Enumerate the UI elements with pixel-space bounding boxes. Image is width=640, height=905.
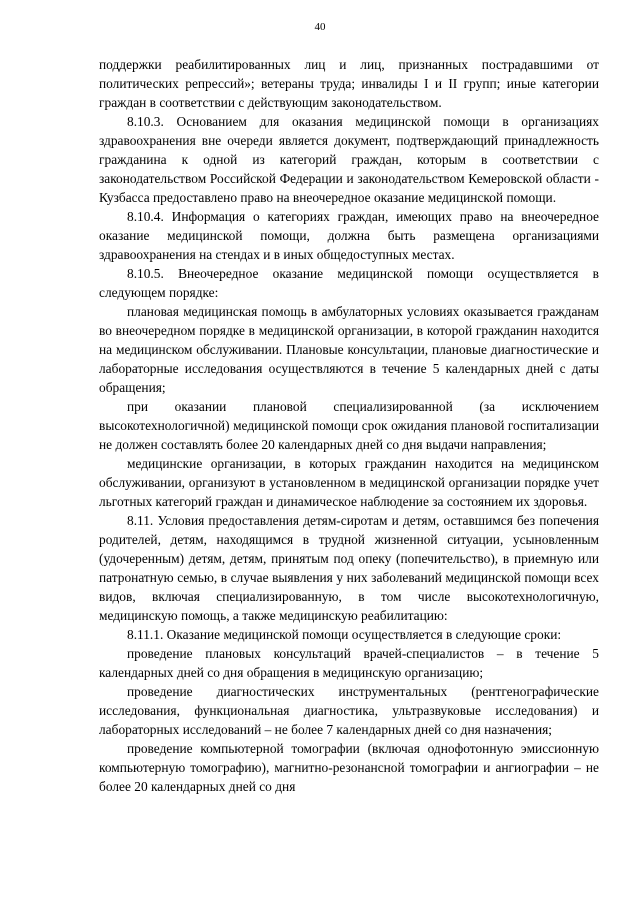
paragraph-preferential-registry: медицинские организации, в которых гражданин находится на медицинском обслуживании, организуют в установленном в медицинской организации порядке учет льготных категорий граждан и динамическое наблюдение за состоянием их здоровья. bbox=[99, 456, 599, 509]
page-number: 40 bbox=[314, 21, 326, 33]
paragraph-diagnostic-studies: проведение диагностических инструментальных (рентгенографические исследования, функциональная диагностика, ультразвуковые исследования) и лабораторных исследований – не более 7 календарных дней со дня назначения; bbox=[99, 684, 599, 737]
document-body bbox=[99, 55, 599, 796]
paragraph-planned-outpatient-care: плановая медицинская помощь в амбулаторных условиях оказывается гражданам во внеочередном порядке в медицинской организации, в которой гражданин находится на медицинском обслуживании. Плановые консультации, плановые диагностические и лабораторные исследования осуществляются в течение 5 календарных дней с даты обращения; bbox=[99, 304, 599, 395]
paragraph-8-10-3: 8.10.3. Основанием для оказания медицинской помощи в организациях здравоохранения вне очереди является документ, подтверждающий принадлежность гражданина к одной из категорий граждан, которым в соответствии с законодательством Российской Федерации и законодательством Кемеровской области - Кузбасса предоставлено право на внеочередное оказание медицинской помощи. bbox=[99, 114, 599, 205]
paragraph-8-11-1: 8.11.1. Оказание медицинской помощи осуществляется в следующие сроки: bbox=[127, 627, 562, 642]
paragraph-tomography: проведение компьютерной томографии (включая однофотонную эмиссионную компьютерную томографию), магнитно-резонансной томографии и ангиографии – не более 20 календарных дней со дня bbox=[99, 741, 599, 794]
paragraph-8-10-5: 8.10.5. Внеочередное оказание медицинской помощи осуществляется в следующем порядке: bbox=[99, 266, 599, 300]
paragraph-specialist-consultations: проведение плановых консультаций врачей-специалистов – в течение 5 календарных дней со дня обращения в медицинскую организацию; bbox=[99, 646, 599, 680]
paragraph-8-11: 8.11. Условия предоставления детям-сиротам и детям, оставшимся без попечения родителей, детям, находящимся в трудной жизненной ситуации, усыновленным (удочеренным) детям, детям, принятым под опеку (попечительство), в приемную или патронатную семью, в случае выявления у них заболеваний медицинской помощи всех видов, включая специализированную, в том числе высокотехнологичную, медицинскую помощь, а также медицинскую реабилитацию: bbox=[99, 513, 599, 623]
paragraph-8-10-4: 8.10.4. Информация о категориях граждан, имеющих право на внеочередное оказание медицинской помощи, должна быть размещена организациями здравоохранения на стендах и в иных общедоступных местах. bbox=[99, 209, 599, 262]
paragraph-continuation: поддержки реабилитированных лиц и лиц, признанных пострадавшими от политических репрессий»; ветераны труда; инвалиды I и II групп; иные категории граждан в соответствии с действующим законодательством. bbox=[99, 57, 599, 110]
paragraph-specialized-care: при оказании плановой специализированной (за исключением высокотехнологичной) медицинской помощи срок ожидания плановой госпитализации не должен составлять более 20 календарных дней со дня выдачи направления; bbox=[99, 399, 599, 452]
